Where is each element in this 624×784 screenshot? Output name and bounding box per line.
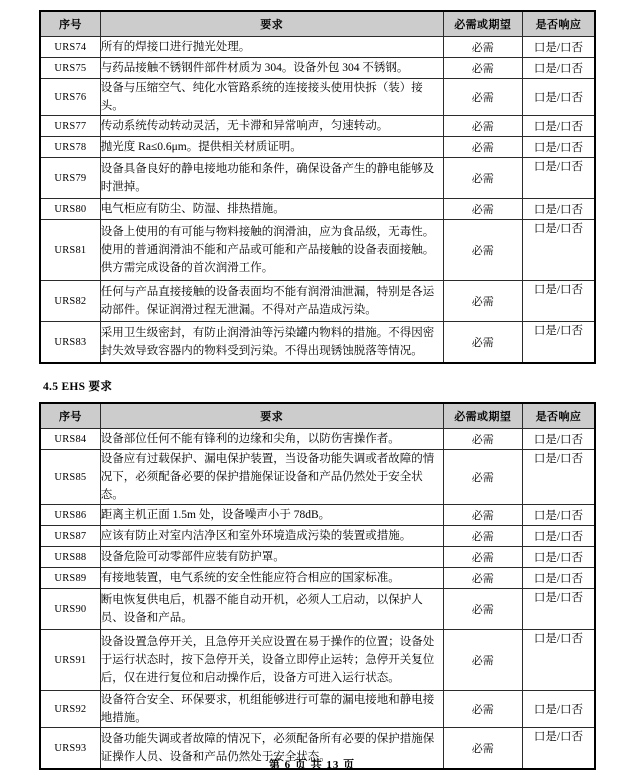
table-row xyxy=(40,450,595,505)
table-row xyxy=(40,199,595,220)
requirement-id: URS82 xyxy=(40,281,100,322)
response-checkbox-group[interactable]: 口是/口否 xyxy=(522,220,595,281)
table-row xyxy=(40,505,595,526)
requirement-text: 设备应有过载保护、漏电保护装置，当设备功能失调或者故障的情况下，必须配备必要的保护措施保证设备和产品仍然处于安全状态。 xyxy=(100,450,443,505)
requirement-text: 传动系统传动转动灵活，无卡滞和异常响声，匀速转动。 xyxy=(100,116,443,137)
requirement-id: URS77 xyxy=(40,116,100,137)
requirement-id: URS83 xyxy=(40,322,100,364)
requirement-id: URS76 xyxy=(40,79,100,116)
requirement-id: URS80 xyxy=(40,199,100,220)
requirement-need: 必需 xyxy=(443,450,522,505)
response-checkbox-group[interactable]: 口是/口否 xyxy=(522,568,595,589)
requirement-text: 电气柜应有防尘、防湿、排热措施。 xyxy=(100,199,443,220)
table-body xyxy=(40,37,595,364)
table-row xyxy=(40,116,595,137)
response-checkbox-group[interactable]: 口是/口否 xyxy=(522,58,595,79)
requirement-text: 设备功能失调或者故障的情况下，必须配备所有必要的保护措施保证操作人员、设备和产品仍然处于安全状态。 xyxy=(100,728,443,770)
table-row xyxy=(40,58,595,79)
requirement-id: URS78 xyxy=(40,137,100,158)
table-row xyxy=(40,137,595,158)
requirement-id: URS75 xyxy=(40,58,100,79)
response-checkbox-group[interactable]: 口是/口否 xyxy=(522,158,595,199)
response-checkbox-group[interactable]: 口是/口否 xyxy=(522,547,595,568)
requirement-text: 断电恢复供电后，机器不能自动开机，必须人工启动，以保护人员、设备和产品。 xyxy=(100,589,443,630)
requirement-need: 必需 xyxy=(443,429,522,450)
requirement-id: URS86 xyxy=(40,505,100,526)
column-header-requirement: 要求 xyxy=(100,11,443,37)
requirement-text: 设备上使用的有可能与物料接触的润滑油，应为食品级，无毒性。使用的普通润滑油不能和产品或可能和产品接触的设备表面接触。供方需完成设备的首次润滑工作。 xyxy=(100,220,443,281)
table-row xyxy=(40,691,595,728)
table-row xyxy=(40,281,595,322)
requirement-id: URS91 xyxy=(40,630,100,691)
column-header-id: 序号 xyxy=(40,11,100,37)
requirement-id: URS87 xyxy=(40,526,100,547)
response-checkbox-group[interactable]: 口是/口否 xyxy=(522,429,595,450)
requirement-id: URS89 xyxy=(40,568,100,589)
requirement-text: 抛光度 Ra≤0.6μm。提供相关材质证明。 xyxy=(100,137,443,158)
requirement-text: 设备符合安全、环保要求，机组能够进行可靠的漏电接地和静电接地措施。 xyxy=(100,691,443,728)
response-checkbox-group[interactable]: 口是/口否 xyxy=(522,322,595,364)
response-checkbox-group[interactable]: 口是/口否 xyxy=(522,505,595,526)
requirement-need: 必需 xyxy=(443,137,522,158)
response-checkbox-group[interactable]: 口是/口否 xyxy=(522,137,595,158)
requirement-need: 必需 xyxy=(443,281,522,322)
response-checkbox-group[interactable]: 口是/口否 xyxy=(522,116,595,137)
requirement-id: URS92 xyxy=(40,691,100,728)
column-header-need: 必需或期望 xyxy=(443,11,522,37)
table-row xyxy=(40,630,595,691)
response-checkbox-group[interactable]: 口是/口否 xyxy=(522,450,595,505)
column-header-id: 序号 xyxy=(40,403,100,429)
column-header-requirement: 要求 xyxy=(100,403,443,429)
requirement-need: 必需 xyxy=(443,58,522,79)
response-checkbox-group[interactable]: 口是/口否 xyxy=(522,199,595,220)
requirement-need: 必需 xyxy=(443,630,522,691)
requirement-text: 设备设置急停开关，且急停开关应设置在易于操作的位置；设备处于运行状态时，按下急停开关，设备立即停止运转；急停开关复位后，仅在进行复位和启动操作后，设备方可进入运行状态。 xyxy=(100,630,443,691)
requirement-text: 任何与产品直接接触的设备表面均不能有润滑油泄漏，特别是各运动部件。保证润滑过程无泄漏。不得对产品造成污染。 xyxy=(100,281,443,322)
requirement-need: 必需 xyxy=(443,691,522,728)
requirements-table-ehs xyxy=(39,402,596,770)
requirement-text: 设备与压缩空气、纯化水管路系统的连接接头使用快拆（装）接头。 xyxy=(100,79,443,116)
page-footer: 第 6 页 共 13 页 xyxy=(268,759,356,771)
requirement-id: URS81 xyxy=(40,220,100,281)
requirement-need: 必需 xyxy=(443,220,522,281)
response-checkbox-group[interactable]: 口是/口否 xyxy=(522,691,595,728)
requirement-need: 必需 xyxy=(443,158,522,199)
requirement-need: 必需 xyxy=(443,728,522,770)
requirement-id: URS88 xyxy=(40,547,100,568)
requirement-text: 距离主机正面 1.5m 处，设备噪声小于 78dB。 xyxy=(100,505,443,526)
column-header-response: 是否响应 xyxy=(522,403,595,429)
table-row xyxy=(40,568,595,589)
table-header-row xyxy=(40,403,595,429)
requirement-text: 有接地装置，电气系统的安全性能应符合相应的国家标准。 xyxy=(100,568,443,589)
requirement-need: 必需 xyxy=(443,589,522,630)
table-row xyxy=(40,547,595,568)
response-checkbox-group[interactable]: 口是/口否 xyxy=(522,37,595,58)
response-checkbox-group[interactable]: 口是/口否 xyxy=(522,589,595,630)
requirement-text: 设备具备良好的静电接地功能和条件，确保设备产生的静电能够及时泄掉。 xyxy=(100,158,443,199)
response-checkbox-group[interactable]: 口是/口否 xyxy=(522,281,595,322)
requirement-id: URS85 xyxy=(40,450,100,505)
table-header xyxy=(40,11,595,37)
table-row xyxy=(40,37,595,58)
table-row xyxy=(40,429,595,450)
requirement-need: 必需 xyxy=(443,79,522,116)
response-checkbox-group[interactable]: 口是/口否 xyxy=(522,728,595,770)
requirement-text: 设备危险可动零部件应装有防护罩。 xyxy=(100,547,443,568)
table-row xyxy=(40,158,595,199)
response-checkbox-group[interactable]: 口是/口否 xyxy=(522,79,595,116)
table-row xyxy=(40,79,595,116)
requirement-text: 与药品接触不锈钢件部件材质为 304。设备外包 304 不锈钢。 xyxy=(100,58,443,79)
response-checkbox-group[interactable]: 口是/口否 xyxy=(522,630,595,691)
requirements-table-mechanical xyxy=(39,10,596,364)
requirement-need: 必需 xyxy=(443,505,522,526)
requirement-need: 必需 xyxy=(443,322,522,364)
table-row xyxy=(40,322,595,364)
requirement-id: URS93 xyxy=(40,728,100,770)
table-header xyxy=(40,403,595,429)
requirement-need: 必需 xyxy=(443,37,522,58)
requirement-id: URS79 xyxy=(40,158,100,199)
requirement-id: URS90 xyxy=(40,589,100,630)
table-row xyxy=(40,220,595,281)
requirement-need: 必需 xyxy=(443,547,522,568)
requirement-need: 必需 xyxy=(443,199,522,220)
requirement-text: 应该有防止对室内洁净区和室外环境造成污染的装置或措施。 xyxy=(100,526,443,547)
table-header-row xyxy=(40,11,595,37)
requirement-text: 采用卫生级密封，有防止润滑油等污染罐内物料的措施。不得因密封失效导致容器内的物料受到污染。不得出现锈蚀脱落等情况。 xyxy=(100,322,443,364)
column-header-response: 是否响应 xyxy=(522,11,595,37)
table-row xyxy=(40,589,595,630)
requirement-need: 必需 xyxy=(443,568,522,589)
section-heading-ehs: 4.5 EHS 要求 xyxy=(43,381,113,393)
response-checkbox-group[interactable]: 口是/口否 xyxy=(522,526,595,547)
requirement-need: 必需 xyxy=(443,116,522,137)
requirement-need: 必需 xyxy=(443,526,522,547)
requirement-text: 设备部位任何不能有锋利的边缘和尖角，以防伤害操作者。 xyxy=(100,429,443,450)
requirement-id: URS74 xyxy=(40,37,100,58)
table-body xyxy=(40,429,595,770)
column-header-need: 必需或期望 xyxy=(443,403,522,429)
table-row xyxy=(40,526,595,547)
requirement-id: URS84 xyxy=(40,429,100,450)
requirement-text: 所有的焊接口进行抛光处理。 xyxy=(100,37,443,58)
